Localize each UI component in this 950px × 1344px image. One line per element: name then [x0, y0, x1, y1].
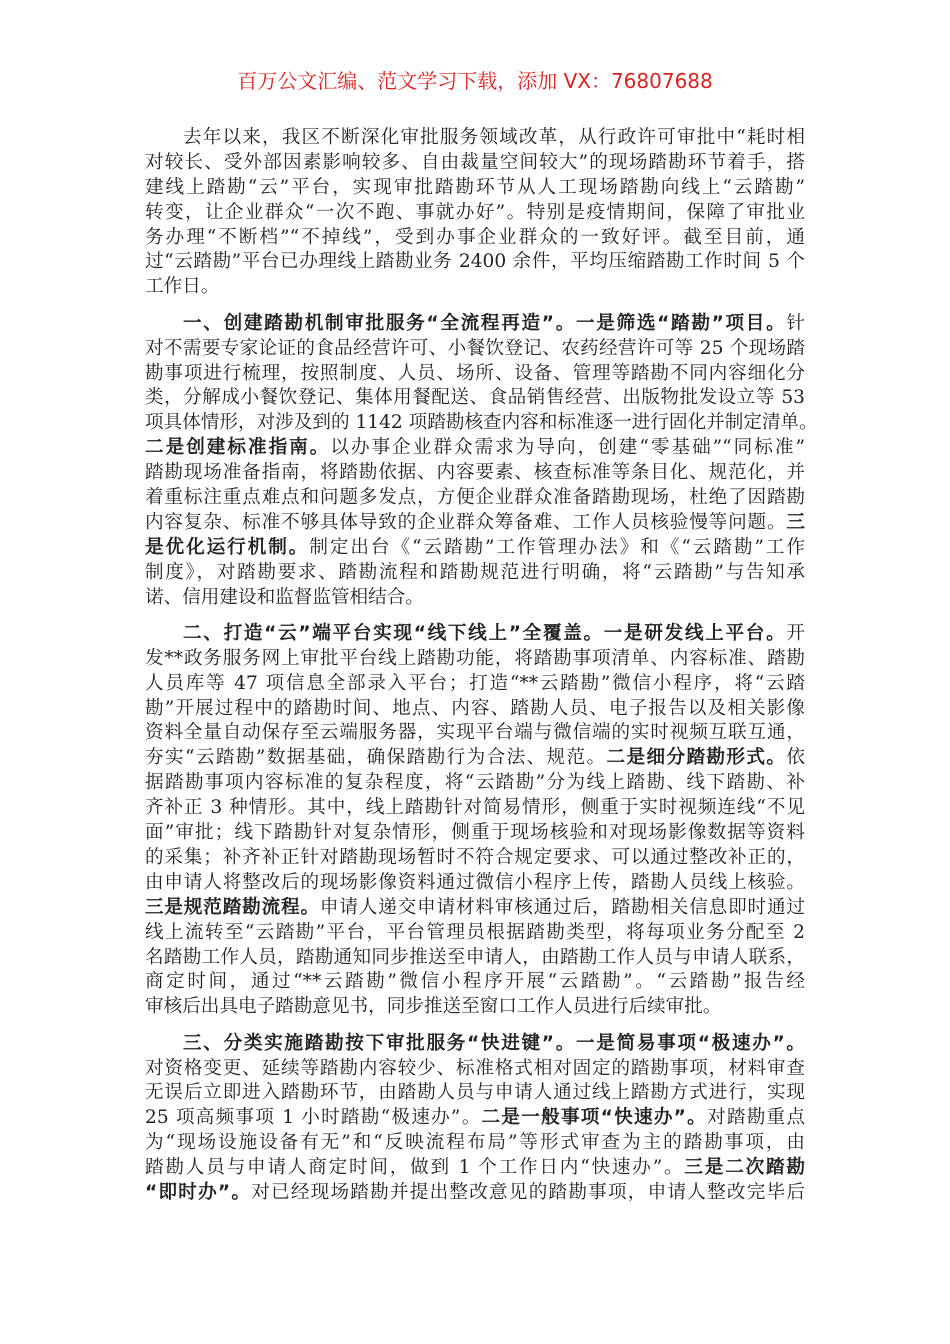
bold-heading-text: 三、分类实施踏勘按下审批服务“快进键”。一是简易事项“极速办”。	[183, 1032, 805, 1054]
body-text: 商定时间，通过“**云踏勘”微信小程序开展“云踏勘”。“云踏勘”报告经	[145, 971, 805, 993]
text-line	[145, 1032, 805, 1057]
text-line	[145, 995, 805, 1020]
body-text: 转变，让企业群众“一次不跑、事就办好”。特别是疫情期间，保障了审批业	[145, 201, 805, 223]
text-line	[145, 411, 818, 436]
bold-heading-text: 三是规范踏勘流程。	[145, 896, 320, 918]
body-text: 针	[786, 312, 805, 334]
text-line	[145, 201, 805, 226]
bold-heading-text: “即时办”。	[145, 1182, 252, 1204]
text-line	[145, 386, 805, 411]
text-line	[145, 821, 805, 846]
paragraph	[145, 622, 805, 1020]
text-line	[145, 796, 805, 821]
bold-heading-text: 一、创建踏勘机制审批服务“全流程再造”。一是筛选“踏勘”项目。	[183, 312, 787, 334]
body-text: 内容复杂、标准不够具体导致的企业群众筹备难、工作人员核验慢等问题。	[145, 511, 787, 533]
text-line	[145, 536, 805, 561]
text-line	[145, 275, 805, 300]
text-line	[145, 1131, 805, 1156]
text-line	[145, 721, 805, 746]
text-line	[145, 1181, 805, 1206]
text-line	[145, 151, 805, 176]
body-text: 据踏勘事项内容标准的复杂程度，将“云踏勘”分为线上踏勘、线下踏勘、补	[145, 772, 805, 794]
text-line	[145, 946, 805, 971]
body-text: 依	[786, 747, 805, 769]
body-text: 对资格变更、延续等踏勘内容较少、标准格式相对固定的踏勘事项，材料审查	[145, 1057, 805, 1079]
body-text: 踏勘人员与申请人商定时间，做到 1 个工作日内“快速办”。	[145, 1157, 685, 1179]
text-line	[145, 672, 805, 697]
body-text: 踏勘现场准备指南，将踏勘依据、内容要素、核查标准等条目化、规范化，并	[145, 462, 805, 484]
body-text: 工作日。	[145, 276, 220, 298]
text-line	[145, 846, 805, 871]
text-line	[145, 250, 805, 275]
body-text: 过“云踏勘”平台已办理线上踏勘业务 2400 余件，平均压缩踏勘工作时间 5 个	[145, 251, 805, 273]
text-line	[145, 746, 805, 771]
body-text: 勘”开展过程中的踏勘时间、地点、内容、踏勘人员、电子报告以及相关影像	[145, 697, 805, 719]
document-body	[145, 126, 818, 1217]
watermark-header: 百万公文汇编、范文学习下载，添加 VX：76807688	[237, 69, 713, 93]
text-line	[145, 771, 805, 796]
body-text: 对较长、受外部因素影响较多、自由裁量空间较大”的现场踏勘环节着手，搭	[145, 151, 805, 173]
body-text: 对已经现场踏勘并提出整改意见的踏勘事项，申请人整改完毕后	[251, 1182, 805, 1204]
text-line	[145, 921, 805, 946]
bold-heading-text: 三是二次踏勘	[684, 1157, 805, 1179]
body-text: 线上流转至“云踏勘”平台，平台管理员根据踏勘类型，将每项业务分配至 2	[145, 921, 805, 943]
text-line	[145, 362, 805, 387]
text-line	[145, 970, 805, 995]
text-line	[145, 337, 805, 362]
paragraph	[145, 312, 818, 611]
text-line	[145, 622, 805, 647]
body-text: 名踏勘工作人员，踏勘通知同步推送至申请人，由踏勘工作人员与申请人联系，	[145, 946, 805, 968]
text-line	[145, 486, 805, 511]
body-text: 制定出台《“云踏勘”工作管理办法》和《“云踏勘”工作	[309, 536, 805, 558]
bold-heading-text: 三	[786, 511, 805, 533]
body-text: 申请人递交申请材料审核通过后，踏勘相关信息即时通过	[319, 896, 805, 918]
text-line	[145, 226, 805, 251]
body-text: 的采集；补齐补正针对踏勘现场暂时不符合规定要求、可以通过整改补正的，	[145, 846, 805, 868]
text-line	[145, 312, 805, 337]
body-text: 为“现场设施设备有无”和“反映流程布局”等形式审查为主的踏勘事项，由	[145, 1132, 805, 1154]
body-text: 夯实“云踏勘”数据基础，确保踏勘行为合法、规范。	[145, 747, 607, 769]
body-text: 着重标注重点难点和问题多发点，方便企业群众准备踏勘现场，杜绝了因踏勘	[145, 486, 805, 508]
body-text: 对不需要专家论证的食品经营许可、小餐饮登记、农药经营许可等 25 个现场踏	[145, 337, 805, 359]
text-line	[145, 1106, 805, 1131]
body-text: 面”审批；线下踏勘针对复杂情形，侧重于现场核验和对现场影像数据等资料	[145, 822, 805, 844]
body-text: 审核后出具电子踏勘意见书，同步推送至窗口工作人员进行后续审批。	[145, 996, 722, 1018]
body-text: 勘事项进行梳理，按照制度、人员、场所、设备、管理等踏勘不同内容细化分	[145, 362, 805, 384]
paragraph	[145, 126, 805, 300]
bold-heading-text: 二是一般事项“快速办”。	[481, 1107, 707, 1129]
text-line	[145, 1081, 805, 1106]
body-text: 发**政务服务网上审批平台线上踏勘功能，将踏勘事项清单、内容标准、踏勘	[145, 647, 805, 669]
body-text: 对踏勘重点	[707, 1107, 805, 1129]
body-text: 25 项高频事项 1 小时踏勘“极速办”。	[145, 1107, 482, 1129]
body-text: 务办理“不断档”“不掉线”，受到办事企业群众的一致好评。截至目前，通	[145, 226, 805, 248]
text-line	[145, 647, 805, 672]
body-text: 建线上踏勘“云”平台，实现审批踏勘环节从人工现场踏勘向线上“云踏勘”	[145, 176, 805, 198]
text-line	[145, 461, 805, 486]
body-text: 人员库等 47 项信息全部录入平台；打造“**云踏勘”微信小程序，将“云踏	[145, 672, 805, 694]
body-text: 开	[786, 622, 805, 644]
body-text: 诺、信用建设和监督监管相结合。	[145, 586, 424, 608]
body-text: 以办事企业群众需求为导向，创建“零基础”“同标准”	[330, 437, 805, 459]
text-line	[145, 436, 805, 461]
body-text: 去年以来，我区不断深化审批服务领域改革，从行政许可审批中“耗时相	[183, 127, 805, 148]
text-line	[145, 1156, 805, 1181]
text-line	[145, 896, 805, 921]
body-text: 制度》，对踏勘要求、踏勘流程和踏勘规范进行明确，将“云踏勘”与告知承	[145, 561, 805, 583]
bold-heading-text: 是优化运行机制。	[145, 536, 310, 558]
body-text: 资料全量自动保存至云端服务器，实现平台端与微信端的实时视频互联互通，	[145, 722, 805, 744]
text-line	[145, 176, 805, 201]
text-line	[145, 586, 805, 611]
text-line	[145, 1057, 805, 1082]
text-line	[145, 126, 805, 151]
text-line	[145, 511, 805, 536]
body-text: 项具体情形，对涉及到的 1142 项踏勘核查内容和标准逐一进行固化并制定清单。	[145, 412, 818, 434]
bold-heading-text: 二、打造“云”端平台实现“线下线上”全覆盖。一是研发线上平台。	[183, 622, 787, 644]
body-text: 由申请人将整改后的现场影像资料通过微信小程序上传，踏勘人员线上核验。	[145, 871, 805, 893]
text-line	[145, 561, 805, 586]
bold-heading-text: 二是细分踏勘形式。	[606, 747, 787, 769]
paragraph	[145, 1032, 805, 1206]
text-line	[145, 697, 805, 722]
bold-heading-text: 二是创建标准指南。	[145, 437, 331, 459]
body-text: 无误后立即进入踏勘环节，由踏勘人员与申请人通过线上踏勘方式进行，实现	[145, 1082, 805, 1104]
body-text: 类，分解成小餐饮登记、集体用餐配送、食品销售经营、出版物批发设立等 53	[145, 387, 805, 409]
body-text: 齐补正 3 种情形。其中，线上踏勘针对简易情形，侧重于实时视频连线“不见	[145, 797, 805, 819]
text-line	[145, 871, 805, 896]
